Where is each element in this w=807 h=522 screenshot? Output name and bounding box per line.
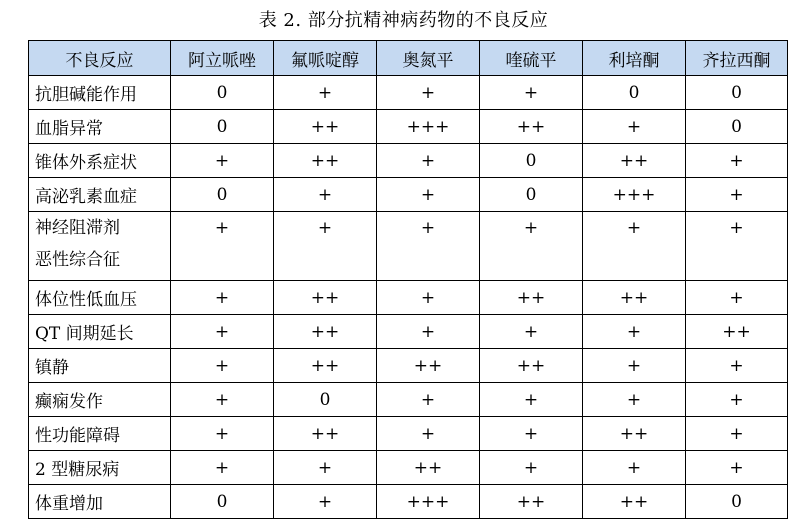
table-cell: ++ <box>480 281 583 315</box>
table-row <box>29 417 788 451</box>
table-cell: + <box>480 315 583 349</box>
table-cell: 0 <box>171 485 274 519</box>
table-cell: ++ <box>274 417 377 451</box>
header-row <box>29 41 788 76</box>
cell-value: + <box>523 218 539 238</box>
cell-value: + <box>626 218 642 238</box>
row-label: 锥体外系症状 <box>29 144 171 178</box>
table-cell: + <box>583 451 686 485</box>
table-cell: + <box>171 281 274 315</box>
table-cell <box>480 212 583 281</box>
table-cell: ++ <box>583 144 686 178</box>
table-cell: + <box>377 178 480 212</box>
row-label-text: 神经阻滞剂 恶性综合征 <box>35 218 120 270</box>
table-cell: + <box>480 76 583 110</box>
table-cell: ++ <box>274 315 377 349</box>
table-cell <box>686 212 788 281</box>
table-cell: + <box>686 383 788 417</box>
table-cell: ++ <box>480 349 583 383</box>
table-cell <box>377 212 480 281</box>
table-cell: + <box>686 281 788 315</box>
table-cell: +++ <box>377 485 480 519</box>
table-row <box>29 178 788 212</box>
table-cell: + <box>686 178 788 212</box>
table-cell <box>171 212 274 281</box>
table-cell: 0 <box>480 178 583 212</box>
table-cell: + <box>480 451 583 485</box>
table-cell: + <box>686 451 788 485</box>
table-cell: 0 <box>171 178 274 212</box>
table-cell: ++ <box>480 485 583 519</box>
table-cell: + <box>274 485 377 519</box>
table-cell: 0 <box>686 76 788 110</box>
row-label: 体重增加 <box>29 485 171 519</box>
row-label: 抗胆碱能作用 <box>29 76 171 110</box>
cell-value: + <box>420 218 436 238</box>
table-cell: + <box>583 349 686 383</box>
table-row <box>29 212 788 281</box>
table-cell: +++ <box>583 178 686 212</box>
row-label: 2 型糖尿病 <box>29 451 171 485</box>
table-cell: + <box>480 383 583 417</box>
table-cell: + <box>583 383 686 417</box>
table-cell: 0 <box>171 76 274 110</box>
row-label <box>29 212 171 281</box>
table-cell: + <box>274 76 377 110</box>
table-cell: + <box>171 144 274 178</box>
table-cell: ++ <box>274 349 377 383</box>
row-label: 体位性低血压 <box>29 281 171 315</box>
table-cell: ++ <box>274 281 377 315</box>
table-cell: ++ <box>480 110 583 144</box>
table-cell <box>274 212 377 281</box>
table-row <box>29 315 788 349</box>
table-row <box>29 76 788 110</box>
table-cell: ++ <box>583 417 686 451</box>
table-cell: ++ <box>377 451 480 485</box>
column-header: 喹硫平 <box>480 41 583 76</box>
row-label: 癫痫发作 <box>29 383 171 417</box>
table-cell: 0 <box>274 383 377 417</box>
table-cell: + <box>171 451 274 485</box>
table-cell: ++ <box>583 281 686 315</box>
table-cell: 0 <box>686 485 788 519</box>
table-cell: + <box>686 349 788 383</box>
table-cell: 0 <box>480 144 583 178</box>
table-row <box>29 485 788 519</box>
column-header: 氟哌啶醇 <box>274 41 377 76</box>
row-label: QT 间期延长 <box>29 315 171 349</box>
table-cell: + <box>377 315 480 349</box>
cell-value: + <box>317 218 333 238</box>
table-cell: + <box>377 144 480 178</box>
row-label: 镇静 <box>29 349 171 383</box>
table-cell: ++ <box>274 144 377 178</box>
column-header: 奥氮平 <box>377 41 480 76</box>
cell-value: + <box>214 218 230 238</box>
table-cell: + <box>377 383 480 417</box>
column-header: 不良反应 <box>29 41 171 76</box>
table-cell: + <box>171 349 274 383</box>
table-cell: + <box>686 144 788 178</box>
table-cell: + <box>171 315 274 349</box>
table-cell: 0 <box>171 110 274 144</box>
table-cell: + <box>583 110 686 144</box>
table-row <box>29 349 788 383</box>
table-cell: 0 <box>686 110 788 144</box>
table-cell: + <box>377 76 480 110</box>
table-cell: + <box>583 315 686 349</box>
table-row <box>29 144 788 178</box>
table-row <box>29 281 788 315</box>
column-header: 利培酮 <box>583 41 686 76</box>
column-header: 齐拉西酮 <box>686 41 788 76</box>
table-cell: + <box>686 417 788 451</box>
table-cell: 0 <box>583 76 686 110</box>
cell-value: + <box>729 218 744 238</box>
table-cell: +++ <box>377 110 480 144</box>
row-label: 性功能障碍 <box>29 417 171 451</box>
table-cell: + <box>274 178 377 212</box>
table-cell: ++ <box>377 349 480 383</box>
table-cell: + <box>274 451 377 485</box>
adverse-effects-table <box>28 40 788 519</box>
table-row <box>29 110 788 144</box>
table-cell: ++ <box>274 110 377 144</box>
table-cell: + <box>171 417 274 451</box>
table-caption: 表 2. 部分抗精神病药物的不良反应 <box>258 10 549 31</box>
table-cell: + <box>480 417 583 451</box>
table-cell: + <box>171 383 274 417</box>
table-cell: + <box>377 417 480 451</box>
row-label: 血脂异常 <box>29 110 171 144</box>
column-header: 阿立哌唑 <box>171 41 274 76</box>
table-row <box>29 383 788 417</box>
table-cell: ++ <box>583 485 686 519</box>
table-cell: ++ <box>686 315 788 349</box>
table-row <box>29 451 788 485</box>
table-cell: + <box>377 281 480 315</box>
row-label: 高泌乳素血症 <box>29 178 171 212</box>
table-cell <box>583 212 686 281</box>
